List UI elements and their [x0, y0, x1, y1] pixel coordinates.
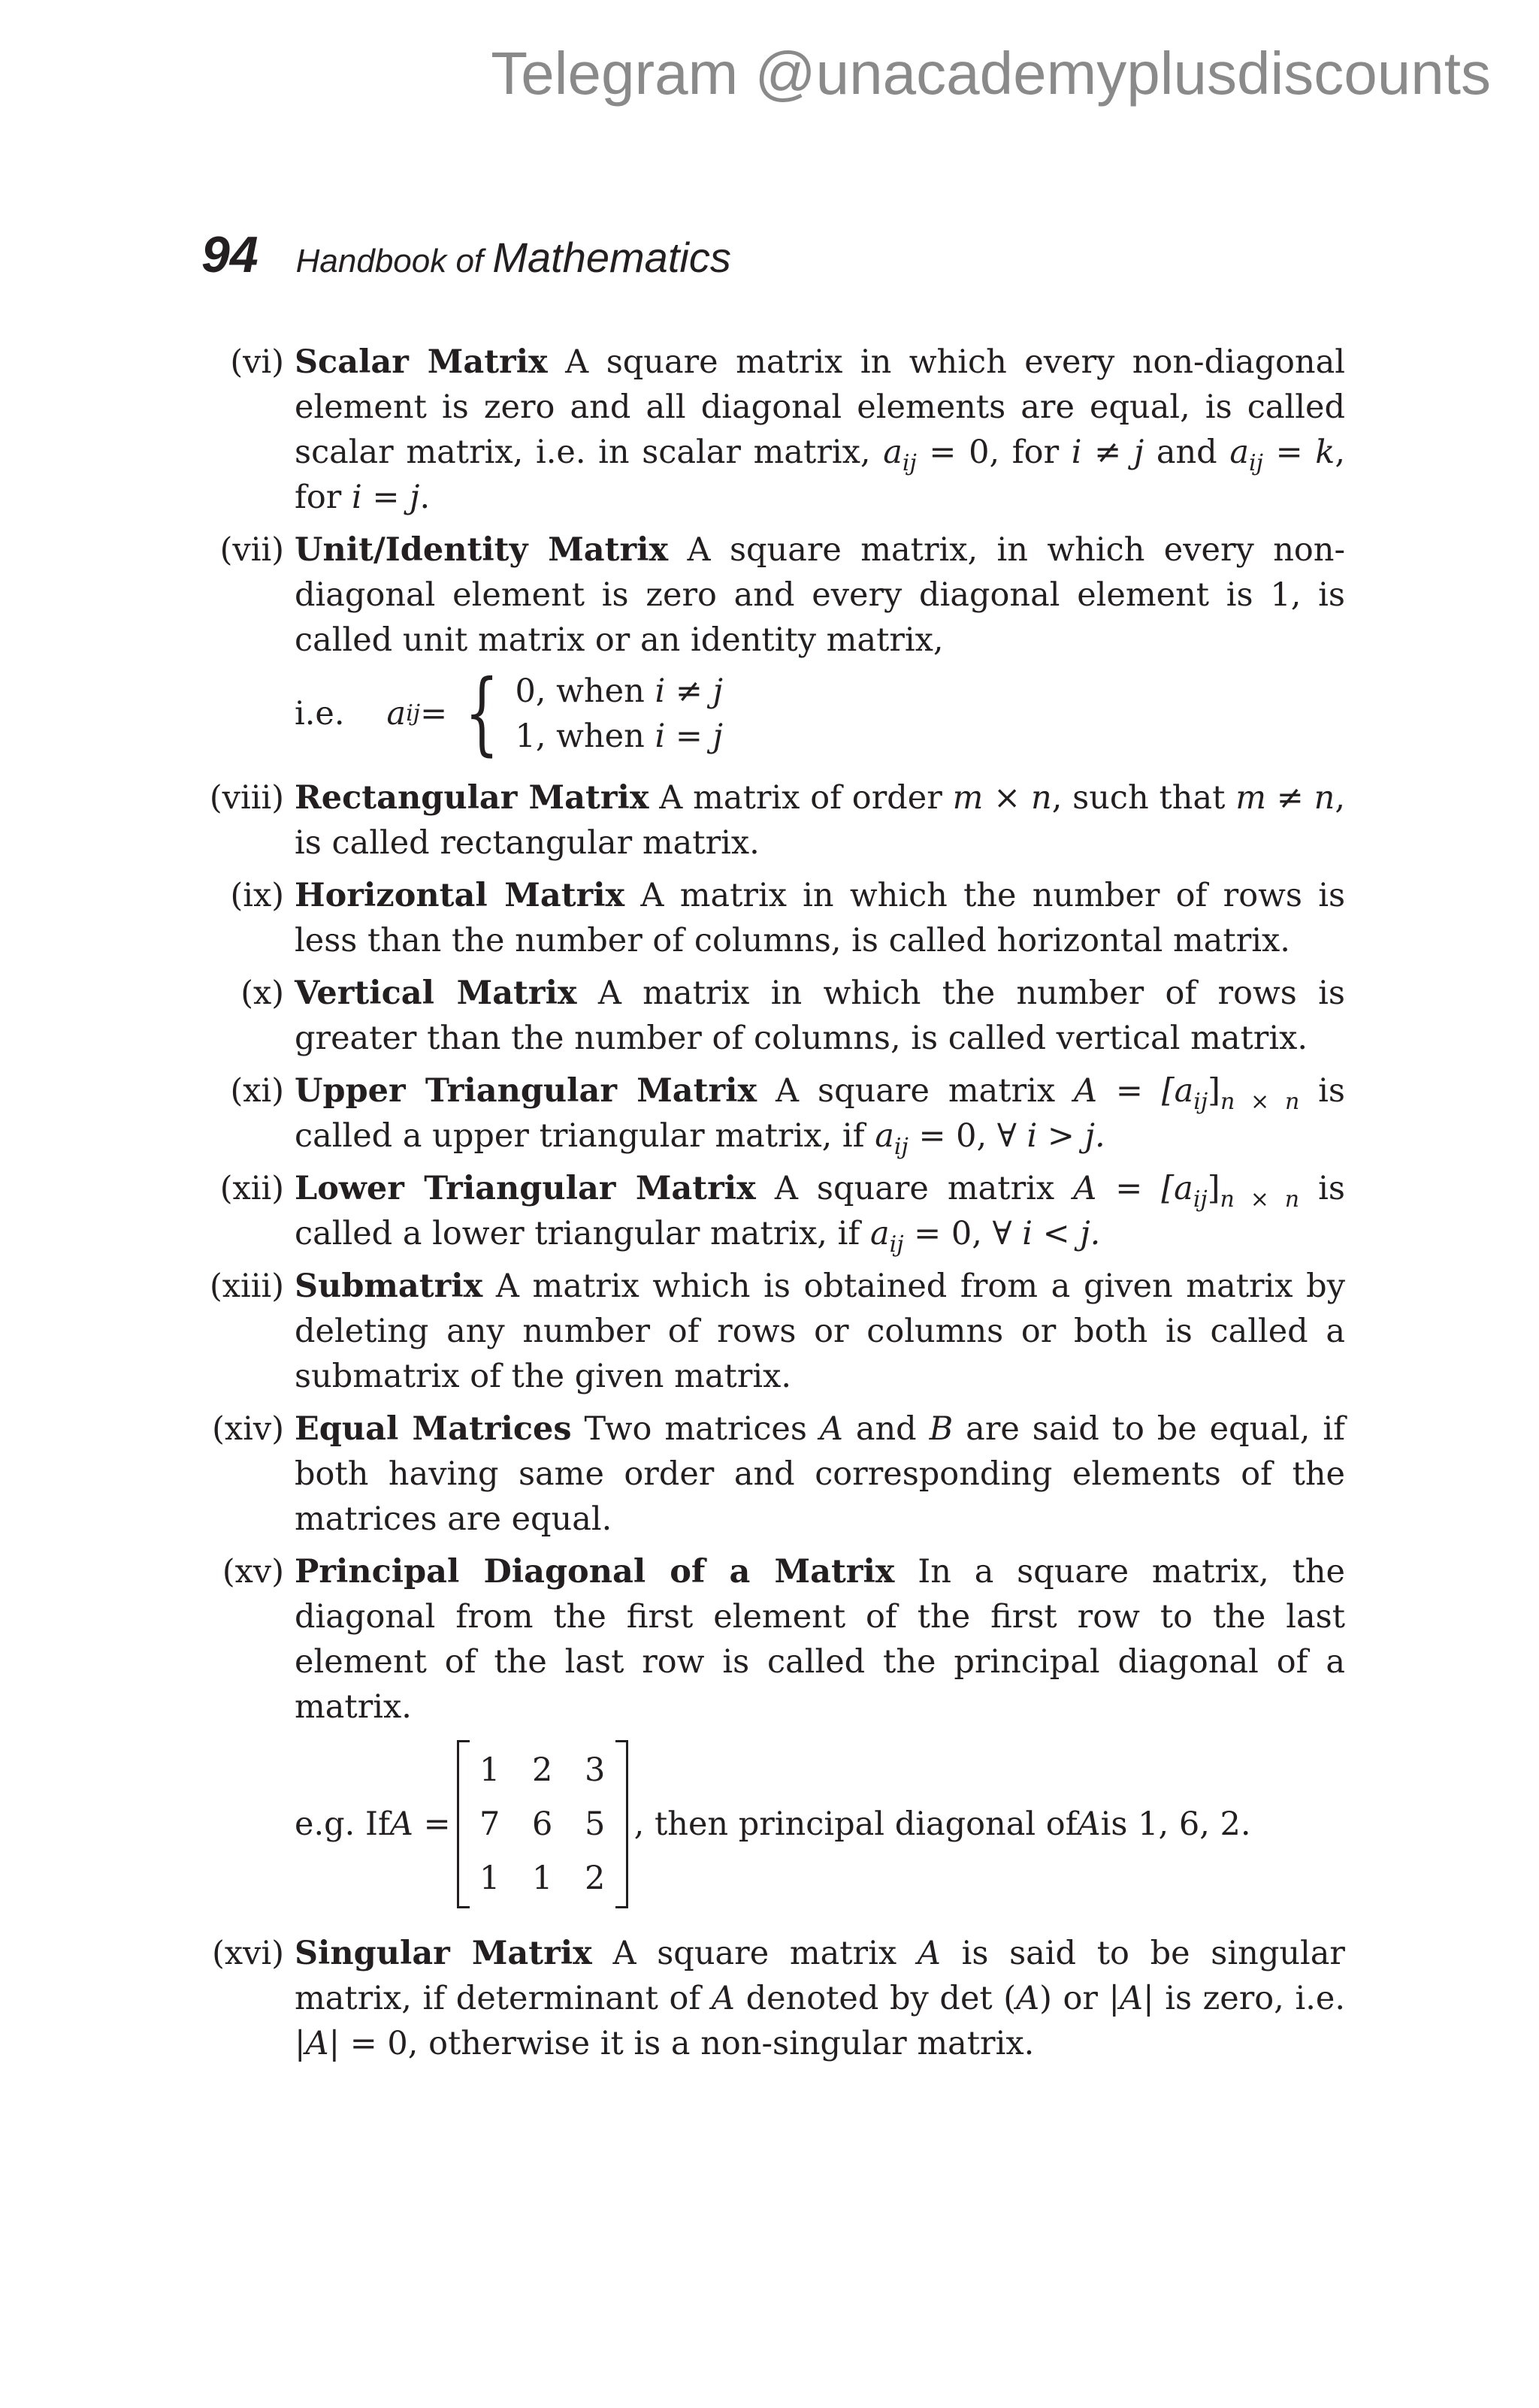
example-matrix-row: e.g. If A = 1 2 3 7 6 5 1 1 2 , then principal diagonal of A is 1, 6, 2. [295, 1740, 1345, 1908]
list-item-submatrix [188, 1264, 1345, 1399]
matrix-cell: 3 [584, 1751, 606, 1789]
list-item-vertical-matrix [188, 971, 1345, 1061]
term-title: Upper Triangular Matrix [295, 1072, 757, 1110]
matrix-cell: 2 [531, 1751, 553, 1789]
term-title: Vertical Matrix [295, 974, 577, 1012]
item-number: (xiii) [209, 1267, 284, 1305]
matrix-cell: 2 [584, 1860, 606, 1897]
item-body: Equal Matrices Two matrices A and B are said to be equal, if both having same order and corresponding elements of the matrices are equal. [295, 1410, 1345, 1538]
list-item-singular-matrix [188, 1931, 1345, 2066]
item-number: (xiv) [212, 1410, 284, 1448]
list-item-lower-triangular-matrix [188, 1166, 1345, 1256]
identity-definition: i.e. a ij = { 0, when i ≠ j 1, when i = j [295, 661, 723, 766]
list-item-identity-matrix [188, 527, 1345, 768]
item-body: Lower Triangular Matrix A square matrix $A = [a_{ij}]_{n \times n}$ is called a lower triangular matrix, if $a_{ij} = 0$, ∀ i < j. [295, 1170, 1345, 1258]
item-body: Unit/Identity Matrix A square matrix, in which every non-diagonal element is zero and every diagonal element is 1, is called unit matrix or an identity matrix, i.e. a ij = { 0, when i ≠ j 1, when i = j [295, 531, 1345, 766]
item-number: (xvi) [212, 1935, 284, 1972]
term-title: Principal Diagonal of a Matrix [295, 1553, 895, 1591]
matrix-cell: 1 [479, 1751, 500, 1789]
item-body: Submatrix A matrix which is obtained from a given matrix by deleting any number of rows or columns or both is called a submatrix of the given matrix. [295, 1267, 1345, 1395]
matrix-cell: 6 [531, 1805, 553, 1843]
item-number: (viii) [209, 779, 284, 817]
watermark: Telegram @unacademyplusdiscounts [491, 40, 1491, 107]
matrix-cell: 5 [584, 1805, 606, 1843]
item-body: Rectangular Matrix A matrix of order m × n, such that m ≠ n, is called rectangular matrix. [295, 779, 1345, 862]
item-number: (xv) [222, 1553, 284, 1591]
list-item-horizontal-matrix [188, 873, 1345, 963]
term-title: Horizontal Matrix [295, 877, 625, 914]
term-title: Scalar Matrix [295, 343, 548, 381]
item-body: Singular Matrix A square matrix A is said to be singular matrix, if determinant of A denoted by det (A) or |A| is zero, i.e. |A| = 0, otherwise it is a non-singular matrix. [295, 1935, 1345, 2062]
list-item-equal-matrices [188, 1406, 1345, 1542]
term-title: Unit/Identity Matrix [295, 531, 669, 569]
matrix-cell: 7 [479, 1805, 500, 1843]
item-body: Vertical Matrix A matrix in which the number of rows is greater than the number of columns, is called vertical matrix. [295, 974, 1345, 1057]
page-header [201, 225, 731, 284]
term-title: Singular Matrix [295, 1935, 592, 1972]
item-number: (vii) [219, 531, 284, 569]
definitions-list [188, 340, 1345, 2074]
item-number: (x) [240, 974, 284, 1012]
term-title: Lower Triangular Matrix [295, 1170, 756, 1207]
item-number: (xii) [219, 1170, 284, 1207]
term-title: Rectangular Matrix [295, 779, 649, 817]
matrix-cell: 1 [531, 1860, 553, 1897]
page-number: 94 [201, 226, 259, 283]
term-title: Submatrix [295, 1267, 483, 1305]
matrix-a [457, 1740, 628, 1908]
item-body: Principal Diagonal of a Matrix In a square matrix, the diagonal from the first element of the first row to the last element of the last row is called the principal diagonal of a matrix. e.g. If A = 1 2 3 7 6 5 1 1 2 , then principal diagonal of A is 1, 6, 2. [295, 1549, 1345, 1923]
book-title-subject: Mathematics [492, 234, 731, 281]
item-number: (vi) [230, 343, 284, 381]
list-item-scalar-matrix [188, 340, 1345, 520]
cases: 0, when i ≠ j 1, when i = j [515, 672, 723, 755]
term-title: Equal Matrices [295, 1410, 572, 1448]
book-title-prefix: Handbook of [295, 243, 493, 279]
list-item-rectangular-matrix [188, 775, 1345, 866]
matrix-cell: 1 [479, 1860, 500, 1897]
item-number: (ix) [230, 877, 284, 914]
left-brace: { [464, 661, 500, 766]
item-body: Upper Triangular Matrix A square matrix $A = [a_{ij}]_{n \times n}$ is called a upper triangular matrix, if $a_{ij} = 0$, ∀ i > j. [295, 1072, 1345, 1160]
list-item-upper-triangular-matrix [188, 1068, 1345, 1159]
item-body: Horizontal Matrix A matrix in which the number of rows is less than the number of columns, is called horizontal matrix. [295, 877, 1346, 959]
list-item-principal-diagonal [188, 1549, 1345, 1923]
item-number: (xi) [230, 1072, 284, 1110]
item-body: Scalar Matrix A square matrix in which every non-diagonal element is zero and all diagonal elements are equal, is called scalar matrix, i.e. in scalar matrix, $a_{ij} = 0$, for i ≠ j and $a_{ij} = k$, for i = j. [295, 343, 1345, 516]
